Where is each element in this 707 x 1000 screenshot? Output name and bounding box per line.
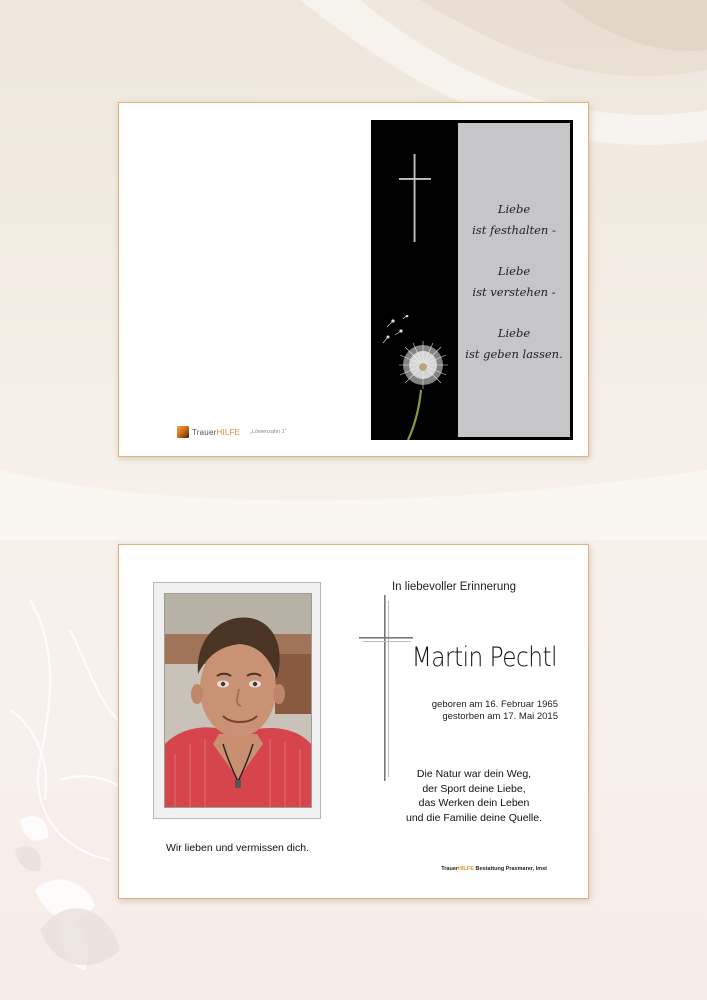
birth-date: geboren am 16. Februar 1965 (431, 699, 558, 710)
dandelion-icon (375, 315, 455, 440)
front-poem (458, 199, 570, 365)
poem-line: ist festhalten - (472, 223, 556, 237)
intro-text: In liebevoller Erinnerung (391, 581, 517, 593)
poem-line: und die Familie deine Quelle. (406, 811, 542, 824)
cross-icon (359, 595, 413, 781)
brand-design-name: „Löwenzahn 1“ (250, 429, 287, 435)
deceased-name: Martin Pechtl (411, 642, 557, 673)
farewell-text: Wir lieben und vermissen dich. (166, 842, 309, 854)
trauerhilfe-logo-icon (177, 426, 189, 438)
front-image-panel (371, 120, 573, 440)
poem-line: ist verstehen - (472, 285, 556, 299)
poem-line: Die Natur war dein Weg, (416, 768, 532, 780)
poem-line: Liebe (497, 326, 531, 340)
portrait-photo (164, 593, 312, 808)
poem-band (458, 123, 570, 437)
poem-line: Liebe (497, 202, 531, 216)
portrait-icon (165, 594, 311, 807)
poem-line: das Werken dein Leben (418, 797, 530, 809)
brand-logo-group (177, 426, 287, 438)
brand-name: TrauerHILFE (192, 427, 241, 437)
card-inside (118, 544, 589, 899)
funeral-home-credit: TrauerHILFE Bestattung Praxmarer, Imst (441, 866, 547, 872)
cross-icon (399, 154, 431, 242)
life-dates (374, 699, 558, 723)
card-front (118, 102, 589, 457)
poem-line: Liebe (497, 264, 531, 278)
death-date: gestorben am 17. Mai 2015 (442, 711, 558, 722)
photo-frame (153, 582, 321, 819)
poem-line: der Sport deine Liebe, (422, 782, 526, 795)
inside-poem (381, 767, 567, 825)
poem-line: ist geben lassen. (465, 347, 563, 361)
